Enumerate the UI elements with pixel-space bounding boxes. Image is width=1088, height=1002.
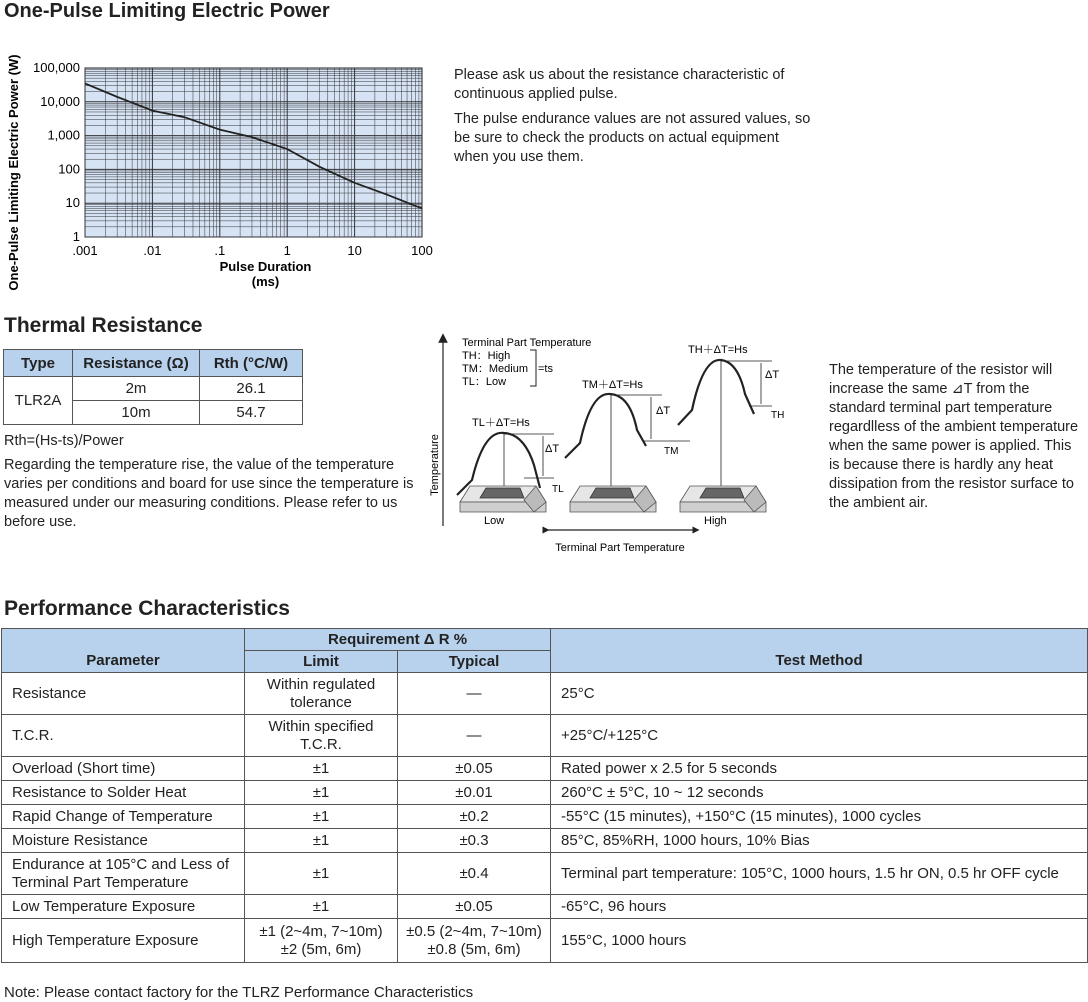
typical-cell: ±0.01: [398, 781, 551, 805]
performance-note: Note: Please contact factory for the TLRZ Performance Characteristics: [4, 984, 474, 1001]
x-tick-label: .1: [214, 243, 226, 258]
param-cell: Moisture Resistance: [2, 829, 245, 853]
pulse-section-title: One-Pulse Limiting Electric Power: [4, 0, 330, 22]
x-axis-unit: (ms): [251, 274, 280, 289]
thermal-rth-cell: 54.7: [200, 401, 303, 425]
table-row: [2, 919, 1088, 963]
table-row: [2, 757, 1088, 781]
legend-low: TL：Low: [462, 376, 507, 388]
typical-cell: ±0.05: [398, 757, 551, 781]
param-cell: Rapid Change of Temperature: [2, 805, 245, 829]
limit-cell: ±1: [245, 895, 398, 919]
typical-cell: ±0.5 (2~4m, 7~10m) ±0.8 (5m, 6m): [398, 919, 551, 963]
header-test-method: Test Method: [551, 629, 1088, 673]
param-cell: T.C.R.: [2, 715, 245, 757]
medium-curve: [565, 394, 646, 458]
hs-low-label: TL＋ΔT=Hs: [472, 417, 530, 429]
resistor-chip-medium: [570, 486, 656, 512]
method-cell: 155°C, 1000 hours: [551, 919, 1088, 963]
pulse-chart: [0, 28, 440, 293]
param-cell: Resistance: [2, 673, 245, 715]
thermal-diagram: [424, 330, 824, 560]
thermal-resistance-cell: 2m: [73, 377, 200, 401]
thermal-header-resistance: Resistance (Ω): [73, 350, 200, 377]
high-label: High: [704, 515, 727, 527]
thermal-header-type: Type: [4, 350, 73, 377]
header-limit: Limit: [245, 651, 398, 673]
limit-cell: ±1: [245, 757, 398, 781]
tm-label: TM: [664, 446, 679, 457]
limit-cell: Within specified T.C.R.: [245, 715, 398, 757]
y-tick-label: 10,000: [40, 93, 80, 109]
thermal-table: [3, 349, 303, 425]
header-requirement: Requirement Δ R %: [245, 629, 551, 651]
resistor-chip-high: [680, 486, 766, 512]
th-label: TH: [771, 410, 785, 421]
legend-title: Terminal Part Temperature: [462, 337, 592, 349]
hs-high-label: TH＋ΔT=Hs: [688, 344, 748, 356]
temperature-axis-label: Temperature: [429, 434, 441, 496]
delta-high: ΔT: [765, 369, 780, 381]
method-cell: Terminal part temperature: 105°C, 1000 hours, 1.5 hr ON, 0.5 hr OFF cycle: [551, 853, 1088, 895]
delta-med: ΔT: [656, 405, 671, 417]
performance-table: [1, 628, 1088, 963]
table-row: [2, 895, 1088, 919]
y-tick-label: 100: [58, 161, 80, 177]
limit-cell: Within regulated tolerance: [245, 673, 398, 715]
param-cell: Low Temperature Exposure: [2, 895, 245, 919]
param-cell: Resistance to Solder Heat: [2, 781, 245, 805]
y-tick-label: 1,000: [47, 127, 80, 143]
legend-medium: TM：Medium: [462, 363, 529, 375]
x-tick-label: .01: [143, 243, 162, 258]
param-cell: High Temperature Exposure: [2, 919, 245, 963]
hs-med-label: TM＋ΔT=Hs: [582, 379, 643, 391]
limit-cell: ±1: [245, 781, 398, 805]
typical-cell: —: [398, 715, 551, 757]
method-cell: +25°C/+125°C: [551, 715, 1088, 757]
thermal-section-title: Thermal Resistance: [4, 314, 203, 337]
low-label: Low: [484, 515, 505, 527]
typical-cell: ±0.4: [398, 853, 551, 895]
thermal-rth-cell: 26.1: [200, 377, 303, 401]
x-tick-label: 1: [283, 243, 291, 258]
pulse-description-1: Please ask us about the resistance characteristic of continuous applied pulse.: [454, 67, 785, 102]
x-tick-label: .001: [72, 243, 98, 258]
x-axis-label: Pulse Duration: [219, 259, 312, 274]
param-cell: Endurance at 105°C and Less of Terminal Part Temperature: [2, 853, 245, 895]
header-parameter: Parameter: [2, 629, 245, 673]
header-typical: Typical: [398, 651, 551, 673]
table-row: [2, 781, 1088, 805]
pulse-description-2: The pulse endurance values are not assured values, so be sure to check the products on actual equipment when you use them.: [454, 111, 811, 165]
thermal-type-cell: TLR2A: [4, 377, 73, 425]
legend-equals: =ts: [538, 363, 553, 375]
legend-high: TH：High: [462, 350, 511, 362]
typical-cell: ±0.3: [398, 829, 551, 853]
y-tick-label: 1: [72, 229, 80, 244]
typical-cell: ±0.2: [398, 805, 551, 829]
method-cell: -65°C, 96 hours: [551, 895, 1088, 919]
table-row: [2, 715, 1088, 757]
resistor-chip-low: [460, 486, 546, 512]
table-row: [2, 853, 1088, 895]
pulse-description: [454, 66, 814, 173]
legend-brace: [530, 350, 536, 386]
thermal-resistance-cell: 10m: [73, 401, 200, 425]
delta-low: ΔT: [545, 443, 560, 455]
thermal-header-rth: Rth (°C/W): [200, 350, 303, 377]
param-cell: Overload (Short time): [2, 757, 245, 781]
method-cell: Rated power x 2.5 for 5 seconds: [551, 757, 1088, 781]
method-cell: 25°C: [551, 673, 1088, 715]
method-cell: -55°C (15 minutes), +150°C (15 minutes), 1000 cycles: [551, 805, 1088, 829]
limit-cell: ±1: [245, 805, 398, 829]
terminal-temp-axis-label: Terminal Part Temperature: [555, 542, 685, 554]
limit-cell: ±1: [245, 853, 398, 895]
table-row: [2, 805, 1088, 829]
plot-area: [85, 68, 422, 237]
table-row: [4, 377, 303, 401]
thermal-formula: Rth=(Hs-ts)/Power: [4, 433, 124, 449]
y-axis-label: One-Pulse Limiting Electric Power (W): [6, 54, 21, 291]
table-row: [2, 829, 1088, 853]
typical-cell: ±0.05: [398, 895, 551, 919]
x-tick-label: 100: [411, 243, 433, 258]
method-cell: 260°C ± 5°C, 10 ~ 12 seconds: [551, 781, 1088, 805]
high-curve: [678, 360, 754, 425]
x-tick-label: 10: [347, 243, 362, 258]
performance-section-title: Performance Characteristics: [4, 597, 290, 620]
limit-cell: ±1 (2~4m, 7~10m) ±2 (5m, 6m): [245, 919, 398, 963]
thermal-note: Regarding the temperature rise, the value of the temperature varies per conditions and board for use since the temperature is measured under our measuring conditions. Please refer to us before use.: [4, 457, 414, 530]
tl-label: TL: [552, 484, 564, 495]
typical-cell: —: [398, 673, 551, 715]
table-row: [2, 673, 1088, 715]
thermal-explanation: The temperature of the resistor will increase the same ⊿T from the standard terminal part temperature regardlless of the ambient temperature when the same power is applied. This is because there is hardly any heat dissipation from the resistor surface to the ambient air.: [829, 362, 1079, 511]
y-tick-label: 10: [65, 195, 80, 211]
method-cell: 85°C, 85%RH, 1000 hours, 10% Bias: [551, 829, 1088, 853]
limit-cell: ±1: [245, 829, 398, 853]
y-tick-label: 100,000: [33, 60, 80, 75]
